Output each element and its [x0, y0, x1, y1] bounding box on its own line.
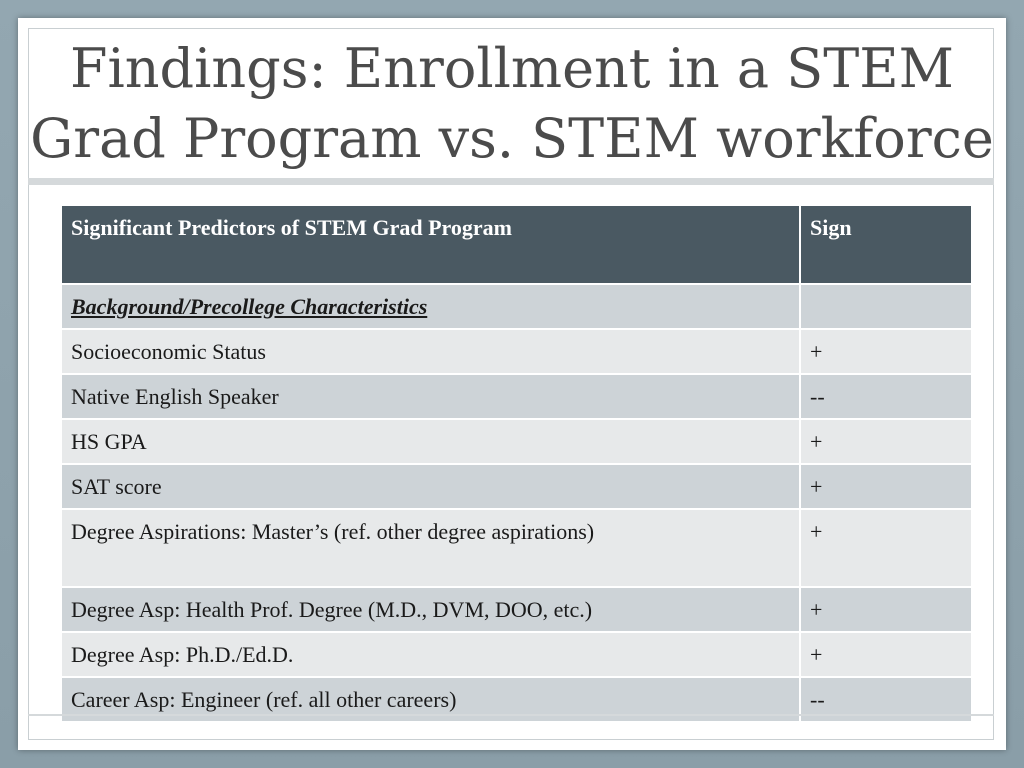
- sign-cell: +: [800, 587, 972, 632]
- table-row: [61, 419, 972, 464]
- predictors-table: [60, 204, 973, 723]
- slide-title: [30, 34, 994, 174]
- predictor-cell: Degree Asp: Health Prof. Degree (M.D., DVM, DOO, etc.): [61, 587, 800, 632]
- table-row: [61, 329, 972, 374]
- table-row: [61, 587, 972, 632]
- table-row: [61, 374, 972, 419]
- sign-cell: --: [800, 677, 972, 722]
- table-row: [61, 509, 972, 587]
- section-sign-cell: [800, 284, 972, 329]
- sign-cell: +: [800, 329, 972, 374]
- table-row: [61, 464, 972, 509]
- section-label-cell: [61, 284, 800, 329]
- table-row: [61, 632, 972, 677]
- header-sign: Sign: [800, 205, 972, 284]
- predictor-cell: HS GPA: [61, 419, 800, 464]
- table-header-row: [61, 205, 972, 284]
- section-row: [61, 284, 972, 329]
- title-divider: [28, 178, 994, 185]
- predictor-cell: Socioeconomic Status: [61, 329, 800, 374]
- predictor-cell: Degree Aspirations: Master’s (ref. other degree aspirations): [61, 509, 800, 587]
- footer-divider: [28, 714, 994, 716]
- header-predictor: Significant Predictors of STEM Grad Program: [61, 205, 800, 284]
- sign-cell: --: [800, 374, 972, 419]
- slide-title-line-2: Grad Program vs. STEM workforce: [30, 107, 994, 170]
- slide-title-line-1: Findings: Enrollment in a STEM: [70, 37, 954, 100]
- sign-cell: +: [800, 632, 972, 677]
- predictor-cell: SAT score: [61, 464, 800, 509]
- sign-cell: +: [800, 419, 972, 464]
- section-label: Background/Precollege Characteristics: [71, 294, 428, 319]
- predictor-cell: Degree Asp: Ph.D./Ed.D.: [61, 632, 800, 677]
- predictor-cell: Career Asp: Engineer (ref. all other careers): [61, 677, 800, 722]
- sign-cell: +: [800, 509, 972, 587]
- predictor-cell: Native English Speaker: [61, 374, 800, 419]
- sign-cell: +: [800, 464, 972, 509]
